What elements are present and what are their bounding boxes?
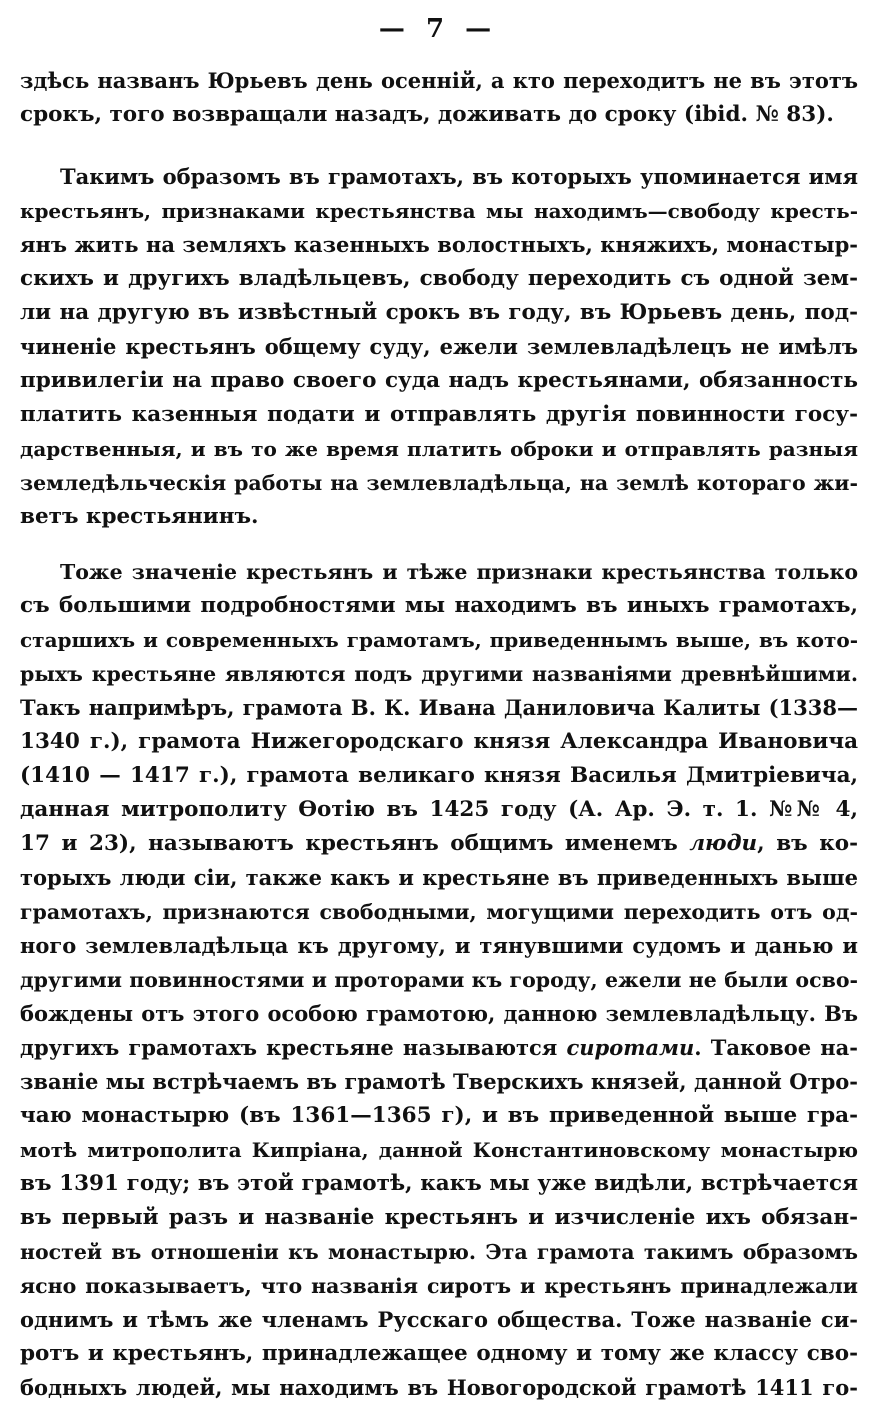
page-number: — 7 — [378,14,498,44]
text-line: (1410 — 1417 г.), грамота великаго князя Василья Дмитріевича, [20,763,858,788]
text-line: съ большими подробностями мы находимъ въ иныхъ грамотахъ, [20,593,858,618]
text-line: въ первый разъ и названіе крестьянъ и изчисленіе ихъ обязан- [20,1205,858,1230]
text-line: ностей въ отношеніи къ монастырю. Эта грамота такимъ образомъ [20,1240,858,1264]
text-line: здѣсь названъ Юрьевъ день осенній, а кто переходитъ не въ этотъ [20,68,858,93]
text-line: янъ жить на земляхъ казенныхъ волостныхъ, княжихъ, монастыр- [20,232,858,257]
text-line: бождены отъ этого особою грамотою, данною землевладѣльцу. Въ [20,1001,858,1026]
paragraph-3 [20,555,858,1405]
text-line: крестьянъ, признаками крестьянства мы находимъ—свободу кресть- [20,199,858,223]
text-line: грамотахъ, признаются свободными, могущими переходить отъ од- [20,900,858,924]
text-line: ветъ крестьянинъ. [20,504,259,529]
text-line: 1340 г.), грамота Нижегородскаго князя Александра Ивановича [20,729,858,754]
text-line: чиненіе крестьянъ общему суду, ежели землевладѣлецъ не имѣлъ [20,334,858,359]
text-line: данная митрополиту Ѳотію въ 1425 году (А. Ар. Э. т. 1. №№ 4, [20,797,858,822]
text-line: ротъ и крестьянъ, принадлежащее одному и тому же классу сво- [20,1341,858,1366]
text-line: Такъ напримѣръ, грамота В. К. Ивана Даниловича Калиты (1338— [20,695,858,720]
text-line: чаю монастырю (въ 1361—1365 г), и въ приведенной выше гра- [20,1103,858,1128]
text-line: торыхъ люди сіи, также какъ и крестьяне въ приведенныхъ выше [20,865,858,890]
text-line: земледѣльческія работы на землевладѣльца, на землѣ котораго жи- [20,471,858,495]
text-line [20,827,858,861]
italic-term-lyudi: люди [689,831,758,856]
text-line: рыхъ крестьяне являются подъ другими названіями древнѣйшими. [20,662,858,686]
text-line: званіе мы встрѣчаемъ въ грамотѣ Тверскихъ князей, данной Отро- [20,1069,858,1094]
text-line: бодныхъ людей, мы находимъ въ Новогородской грамотѣ 1411 го- [20,1375,858,1400]
text-line: старшихъ и современныхъ грамотамъ, приведеннымъ выше, въ кото- [20,628,858,652]
text-line: платить казенныя подати и отправлять другія повинности госу- [20,402,858,427]
text-segment: , въ ко- [757,831,858,856]
text-segment: 17 и 23), называютъ крестьянъ общимъ именемъ [20,831,690,856]
text-line: срокъ, того возвращали назадъ, доживать до сроку (ibid. № 83). [20,102,834,127]
text-line: однимъ и тѣмъ же членамъ Русскаго общества. Тоже названіе си- [20,1307,858,1332]
paragraph-1 [20,64,858,132]
text-line: ного землевладѣльца къ другому, и тянувшими судомъ и данью и [20,933,858,958]
text-line: скихъ и другихъ владѣльцевъ, свободу переходить съ одной зем- [20,266,858,291]
text-line: привилегіи на право своего суда надъ крестьянами, обязанность [20,368,858,393]
italic-term-sirotami: сиротами [566,1035,695,1060]
text-line: Такимъ образомъ въ грамотахъ, въ которыхъ упоминается имя [60,164,858,189]
text-line [20,1031,858,1065]
text-line: ли на другую въ извѣстный срокъ въ году, въ Юрьевъ день, под- [20,300,858,325]
text-line: Тоже значеніе крестьянъ и тѣже признаки крестьянства только [60,560,858,584]
text-line: дарственныя, и въ то же время платить оброки и отправлять разныя [20,437,858,461]
paragraph-2 [20,160,858,534]
text-segment: другихъ грамотахъ крестьяне называются [20,1035,567,1060]
text-segment: . Таковое на- [694,1035,858,1060]
text-line: въ 1391 году; въ этой грамотѣ, какъ мы уже видѣли, встрѣчается [20,1171,858,1196]
text-line: мотѣ митрополита Кипріана, данной Константиновскому монастырю [20,1138,858,1162]
text-line: ясно показываетъ, что названія сиротъ и крестьянъ принадлежали [20,1274,858,1298]
text-line: другими повинностями и проторами къ городу, ежели не были осво- [20,968,858,992]
